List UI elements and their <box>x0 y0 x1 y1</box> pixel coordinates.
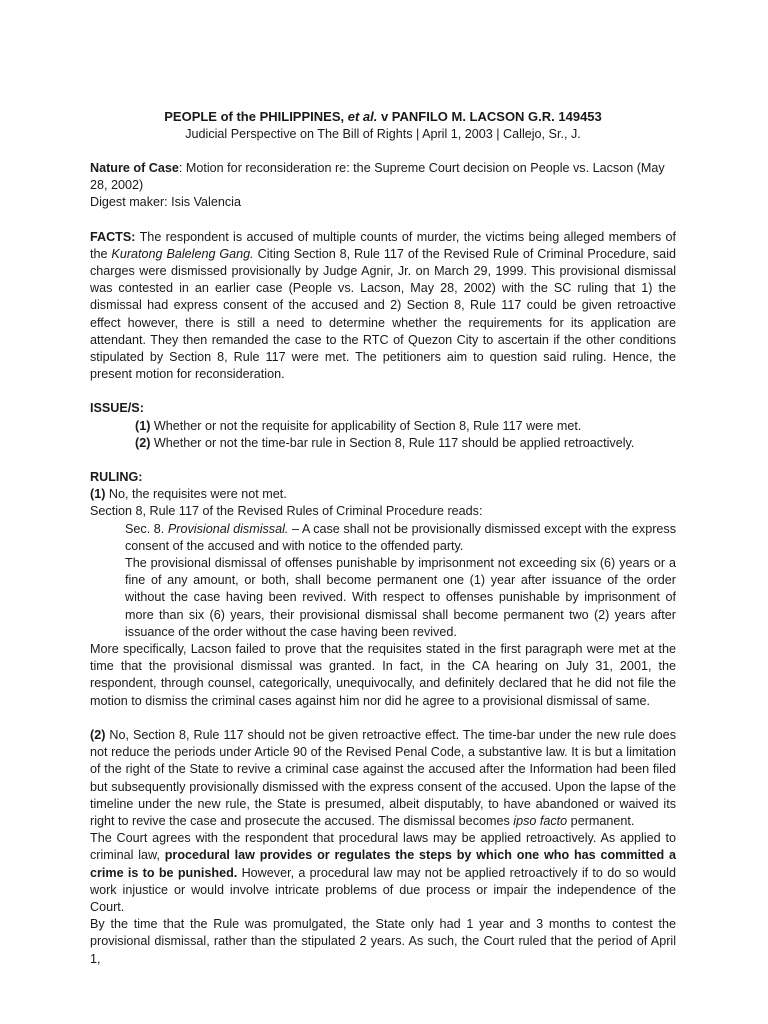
ruling-1-number: (1) <box>90 487 106 502</box>
court-agrees-para <box>90 830 676 916</box>
issues-section <box>90 400 676 452</box>
title-et-al: et al. <box>347 109 378 124</box>
ruling-2-para <box>90 727 676 830</box>
facts-label: FACTS: <box>90 229 136 244</box>
ruling-1-intro: Section 8, Rule 117 of the Revised Rules of Criminal Procedure reads: <box>90 504 483 519</box>
issue-number: (1) <box>135 418 151 433</box>
issue-item <box>90 418 676 435</box>
ipso-facto: ipso facto <box>513 813 568 828</box>
facts-text-2: Citing Section 8, Rule 117 of the Revised Rule of Criminal Procedure, said charges were dismissed provisionally by Judge Agnir, Jr. on March 29, 1999. This provisional dismissal was contested in an earlier case (People vs. Lacson, May 28, 2002) with the SC ruling that 1) the dismissal had express consent of the accused and 2) Section 8, Rule 117 could be given retroactive effect however, there is still a need to determine whether the requirements for its application are attendant. They then remanded the case to the RTC of Quezon City to ascertain if the other conditions stipulated by Section 8, Rule 117 were met. The petitioners aim to question said ruling. Hence, the present motion for reconsideration. <box>90 246 676 382</box>
ruling-label: RULING: <box>90 470 143 485</box>
section-8-para-2: The provisional dismissal of offenses punishable by imprisonment not exceeding six (6) years or a fine of any amount, or both, shall become permanent one (1) year after issuance of the order without the case having been revived. With respect to offenses punishable by imprisonment of more than six (6) years, their provisional dismissal shall become permanent two (2) years after issuance of the order without the case having been revived. <box>125 556 676 639</box>
facts-section <box>90 229 676 384</box>
section-title: Provisional dismissal. <box>167 521 289 536</box>
issue-item <box>90 435 676 452</box>
section-8-quote <box>90 521 676 555</box>
spacer <box>90 710 676 727</box>
court-text-b: However, a procedural law may not be applied retroactively if to do so would work injustice or would involve intricate problems of due process or impair the independence of the Court. <box>90 865 676 914</box>
issue-text: Whether or not the time-bar rule in Section 8, Rule 117 should be applied retroactively. <box>150 435 635 450</box>
title-part-1: PEOPLE of the PHILIPPINES, <box>164 109 348 124</box>
issue-number: (2) <box>135 435 151 450</box>
facts-gang-name: Kuratong Baleleng Gang. <box>111 246 254 261</box>
title-part-2: v PANFILO M. LACSON G.R. 149453 <box>377 109 602 124</box>
ruling-2-text: No, Section 8, Rule 117 should not be given retroactive effect. The time-bar under the new rule does not reduce the periods under Article 90 of the Revised Penal Code, a substantive law. It is but a limitation of the right of the State to revive a criminal case against the accused after the Information had been filed but subsequently provisionally dismissed with the express consent of the accused. Upon the lapse of the timeline under the new rule, the State is presumed, albeit disputably, to have abandoned or waived its right to revive the case and prosecute the accused. The dismissal becomes <box>90 727 676 828</box>
section-text: – A case shall not be provisionally dismissed except with the express consent of the accused and with notice to the offended party. <box>125 521 676 553</box>
section-prefix: Sec. 8. <box>125 521 168 536</box>
facts-text-1: The respondent is accused of multiple counts of murder, the victims being alleged members of the <box>90 229 676 261</box>
ruling-2-end: permanent. <box>567 813 635 828</box>
ruling-1-text: No, the requisites were not met. <box>105 487 287 502</box>
last-para: By the time that the Rule was promulgated, the State only had 1 year and 3 months to contest the provisional dismissal, rather than the stipulated 2 years. As such, the Court ruled that the period of April 1, <box>90 917 676 966</box>
case-title <box>90 108 676 126</box>
issues-label: ISSUE/S: <box>90 401 144 416</box>
ruling-1-answer <box>90 486 676 503</box>
issue-text: Whether or not the requisite for applicability of Section 8, Rule 117 were met. <box>150 418 582 433</box>
document-page <box>90 108 676 968</box>
digest-maker: Digest maker: Isis Valencia <box>90 195 241 210</box>
ruling-1-more: More specifically, Lacson failed to prove that the requisites stated in the first paragraph were met at the time that the provisional dismissal was granted. In fact, in the CA hearing on July 31, 2001, the respondent, through counsel, categorically, unequivocally, and definitely declared that he did not file the motion to dismiss the criminal cases against him nor did he agree to a provisional dismissal of same. <box>90 642 676 708</box>
nature-section <box>90 160 676 212</box>
case-subtitle: Judicial Perspective on The Bill of Rights | April 1, 2003 | Callejo, Sr., J. <box>185 127 581 141</box>
ruling-2-number: (2) <box>90 727 106 742</box>
court-text-a: The Court agrees with the respondent that procedural laws may be applied retroactively. As applied to criminal law, <box>90 831 676 863</box>
nature-label: Nature of Case <box>90 161 179 175</box>
ruling-section <box>90 469 676 968</box>
nature-text: : Motion for reconsideration re: the Supreme Court decision on People vs. Lacson (May 28, 2002) <box>90 161 665 193</box>
court-bold-text: procedural law provides or regulates the steps by which one who has committed a crime is to be punished. <box>90 848 676 880</box>
